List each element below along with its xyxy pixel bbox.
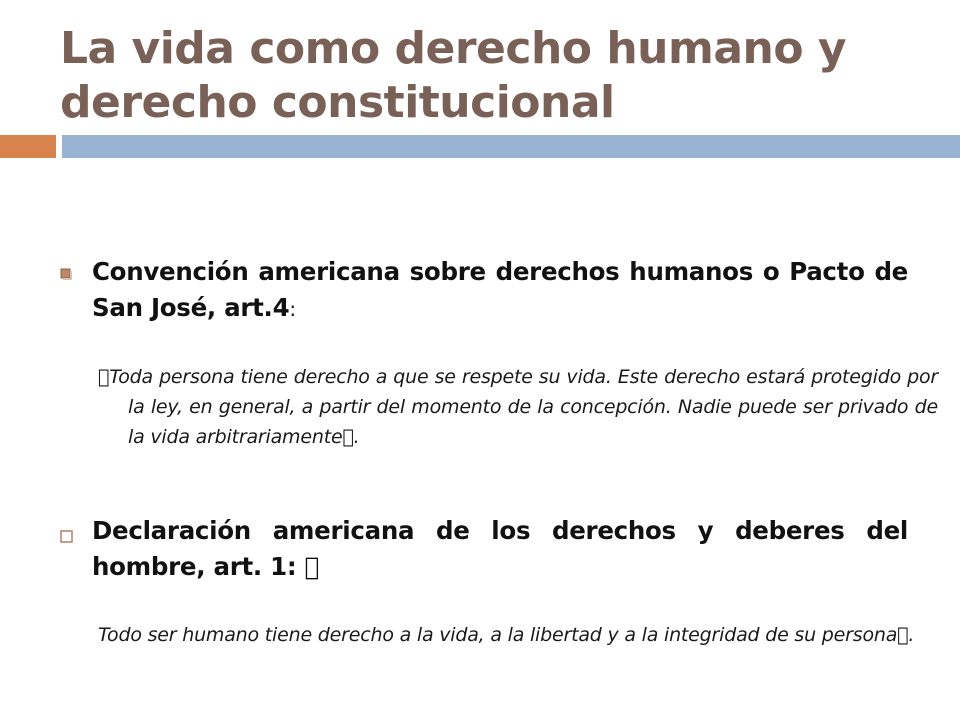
item-1-heading-text: Convención americana sobre derechos humanos o Pacto de San José, art.4 xyxy=(92,257,908,322)
outlined-square-bullet-icon xyxy=(58,528,78,548)
slide-title-line-1: La vida como derecho humano y xyxy=(60,23,847,74)
title-accent-bar-blue xyxy=(62,135,960,158)
item-2-quote: Todo ser humano tiene derecho a la vida, a la libertad y a la integridad de su persona . xyxy=(98,624,915,646)
item-1-heading-colon: : xyxy=(289,297,296,321)
slide-title xyxy=(60,22,920,130)
title-accent-bar-orange xyxy=(0,135,56,158)
filled-square-bullet-icon xyxy=(58,266,78,286)
item-2-heading-text: Declaración americana de los derechos y deberes del hombre, art. 1:   xyxy=(92,516,908,581)
item-1-quote:  Toda persona tiene derecho a que se respete su vida. Este derecho estará protegido por la ley, en general, a partir del momento de la concepción. Nadie puede ser privado de la vida arbitrariamente . xyxy=(98,366,938,448)
slide-title-line-2: derecho constitucional xyxy=(60,77,615,128)
item-1-heading xyxy=(92,254,908,327)
item-2-heading xyxy=(92,513,908,586)
